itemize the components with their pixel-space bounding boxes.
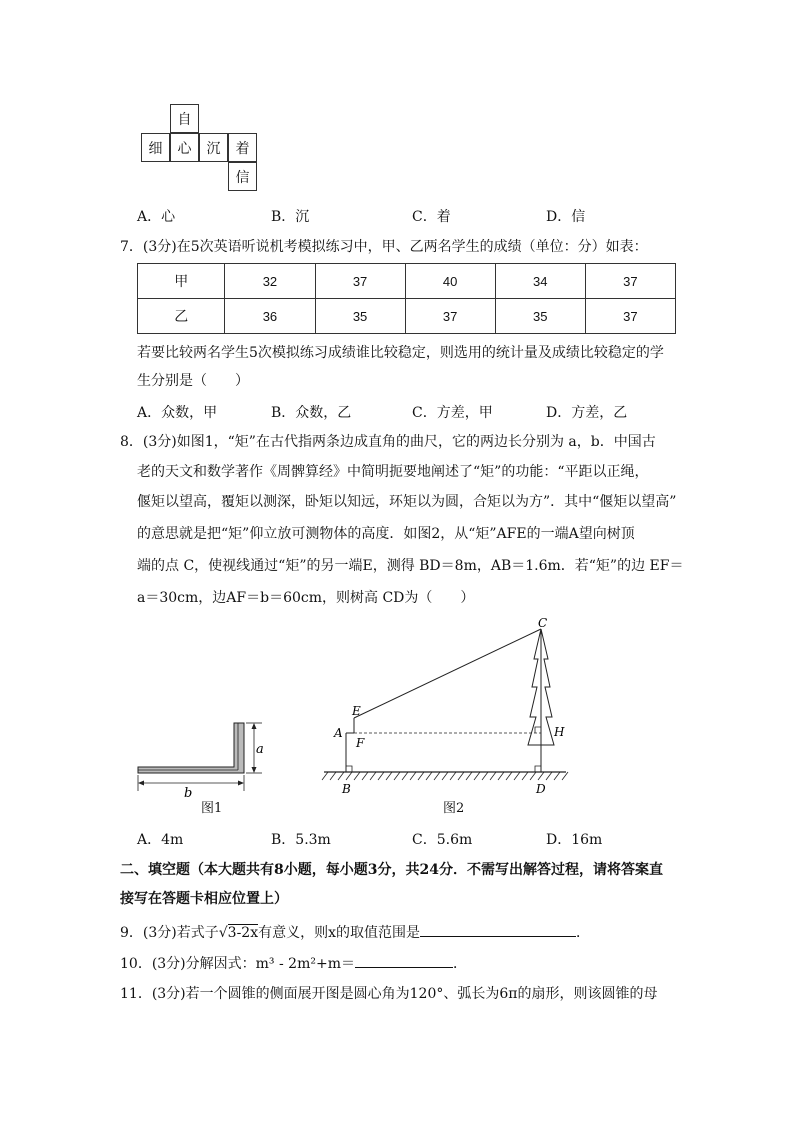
figure-1-ruler bbox=[130, 715, 270, 830]
q7-option-c[interactable]: C．方差，甲 bbox=[412, 405, 493, 421]
q6-option-c[interactable]: C．着 bbox=[412, 209, 451, 225]
q6-option-b[interactable]: B．沉 bbox=[271, 209, 310, 225]
q8-option-a[interactable]: A．4m bbox=[137, 832, 184, 848]
table-row-head: 乙 bbox=[138, 299, 225, 334]
q9-end: ． bbox=[576, 925, 591, 941]
q10 bbox=[120, 953, 467, 974]
ruler-shape bbox=[138, 723, 244, 773]
fig2-label-e: E bbox=[352, 704, 361, 718]
q8-line-2: 老的天文和数学著作《周髀算经》中简明扼要地阐述了“矩”的功能：“平距以正绳， bbox=[137, 464, 649, 480]
q8-option-c[interactable]: C．5.6m bbox=[412, 832, 473, 848]
q6-option-d[interactable]: D．信 bbox=[546, 209, 586, 225]
cube-face-top: 自 bbox=[170, 104, 199, 133]
q7-option-d[interactable]: D．方差，乙 bbox=[546, 405, 628, 421]
figure-2-tree-measure bbox=[320, 615, 580, 800]
table-cell: 34 bbox=[495, 264, 585, 299]
q8-line-1: 8．(3分)如图1，“矩”在古代指两条边成直角的曲尺，它的两边长分别为 a，b．中国古 bbox=[120, 434, 656, 450]
fig2-label-a: A bbox=[334, 726, 343, 740]
cube-face-4: 着 bbox=[228, 133, 257, 162]
q6-option-a[interactable]: A．心 bbox=[137, 209, 176, 225]
q7-option-b[interactable]: B．众数，乙 bbox=[271, 405, 352, 421]
q8-option-b[interactable]: B．5.3m bbox=[271, 832, 331, 848]
table-cell: 35 bbox=[315, 299, 405, 334]
table-cell: 37 bbox=[585, 299, 675, 334]
q9 bbox=[120, 922, 590, 943]
fig2-caption: 图2 bbox=[443, 801, 465, 816]
fig2-label-f: F bbox=[356, 736, 365, 750]
q7-option-a[interactable]: A．众数，甲 bbox=[137, 405, 218, 421]
q8-line-4: 的意思就是把“矩”仰立放可测物体的高度．如图2，从“矩”AFE的一端A望向树顶 bbox=[137, 526, 635, 542]
q7-question-line2: 生分别是（ ） bbox=[137, 373, 249, 389]
table-cell: 32 bbox=[225, 264, 315, 299]
q9-prefix: 9．(3分)若式子 bbox=[120, 925, 219, 941]
q8-line-3: 偃矩以望高，覆矩以测深，卧矩以知远，环矩以为圆，合矩以为方”．其中“偃矩以望高” bbox=[137, 494, 677, 510]
section-2-heading-line2: 接写在答题卡相应位置上） bbox=[120, 891, 288, 907]
fig1-label-a: a bbox=[256, 742, 264, 757]
table-row bbox=[138, 264, 676, 299]
q10-text: 10．(3分)分解因式：m³ - 2m²+m＝ bbox=[120, 956, 355, 972]
q8-option-d[interactable]: D．16m bbox=[546, 832, 603, 848]
fig2-label-d: D bbox=[536, 782, 546, 796]
table-cell: 37 bbox=[405, 299, 495, 334]
q9-answer-blank[interactable] bbox=[420, 922, 576, 937]
q7-question-line1: 若要比较两名学生5次模拟练习成绩谁比较稳定，则选用的统计量及成绩比较稳定的学 bbox=[137, 345, 664, 361]
section-2-heading-line1: 二、填空题（本大题共有8小题，每小题3分，共24分．不需写出解答过程，请将答案直 bbox=[120, 862, 663, 878]
table-cell: 37 bbox=[585, 264, 675, 299]
table-cell: 37 bbox=[315, 264, 405, 299]
fig1-label-b: b bbox=[184, 786, 193, 801]
q8-line-6: a＝30cm，边AF＝b＝60cm，则树高 CD为（ ） bbox=[137, 590, 475, 606]
q9-suffix: 有意义，则x的取值范围是 bbox=[258, 925, 421, 941]
q7-stem: 7．(3分)在5次英语听说机考模拟练习中，甲、乙两名学生的成绩（单位：分）如表： bbox=[120, 239, 648, 255]
table-cell: 35 bbox=[495, 299, 585, 334]
q8-line-5: 端的点 C，使视线通过“矩”的另一端E，测得 BD＝8m，AB＝1.6m．若“矩”的边 EF＝ bbox=[137, 558, 684, 574]
table-cell: 40 bbox=[405, 264, 495, 299]
q10-end: ． bbox=[452, 956, 467, 972]
fig2-label-h: H bbox=[554, 725, 565, 739]
cube-face-2: 心 bbox=[170, 133, 199, 162]
q10-answer-blank[interactable] bbox=[355, 953, 453, 968]
table-row bbox=[138, 299, 676, 334]
table-row-head: 甲 bbox=[138, 264, 225, 299]
fig2-label-c: C bbox=[538, 616, 548, 630]
fig2-label-b: B bbox=[342, 782, 351, 796]
q7-score-table bbox=[137, 263, 676, 334]
cube-face-bottom: 信 bbox=[228, 162, 257, 191]
sqrt-sign: √ bbox=[218, 925, 228, 941]
q11-text: 11．(3分)若一个圆锥的侧面展开图是圆心角为120°、弧长为6π的扇形，则该圆锥的母 bbox=[120, 986, 658, 1002]
cube-face-1: 细 bbox=[141, 133, 170, 162]
q9-radicand: 3-2x bbox=[227, 925, 259, 941]
fig1-caption: 图1 bbox=[201, 801, 223, 816]
cube-face-3: 沉 bbox=[199, 133, 228, 162]
table-cell: 36 bbox=[225, 299, 315, 334]
